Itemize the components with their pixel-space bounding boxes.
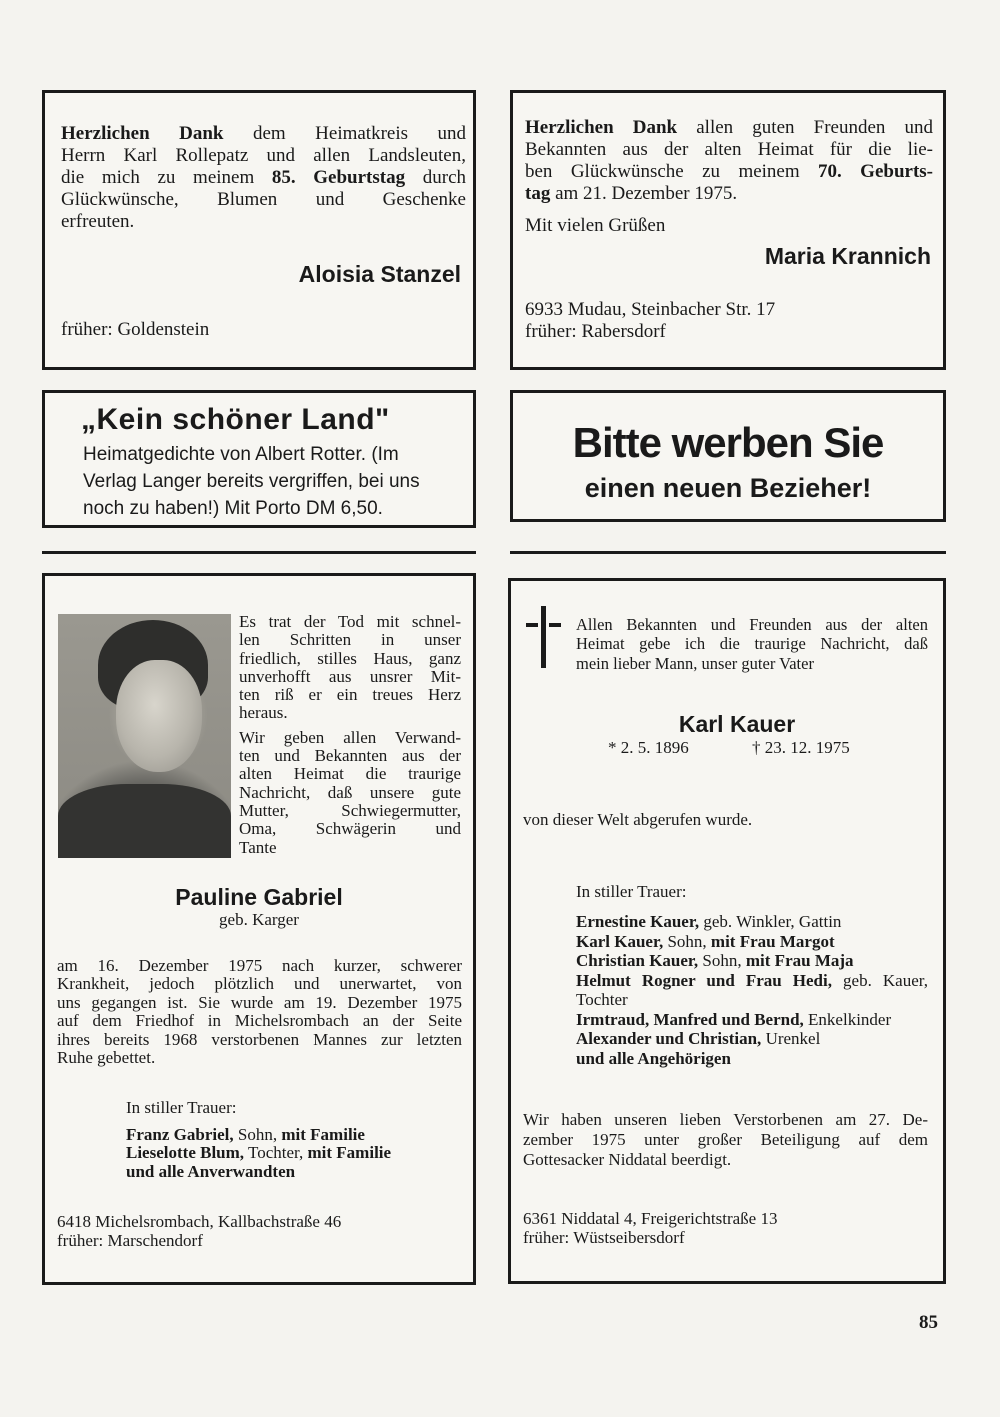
cross-icon (524, 606, 564, 668)
book-line-2: Verlag Langer bereits vergriffen, bei uns (83, 471, 420, 492)
stanzel-line-3: die mich zu meinem 85. Geburtstag durch (61, 167, 467, 188)
kauer-address: 6361 Niddatal 4, Freigerichtstraße 13 früher: Wüstseibersdorf (523, 1209, 778, 1247)
gabriel-mourners: Franz Gabriel, Sohn, mit Familie Lieselotte Blum, Tochter, mit Familie und alle Anverwandten (126, 1125, 392, 1181)
krannich-line-2: Bekannten aus der alten Heimat für die lie- (525, 139, 933, 160)
gabriel-name: Pauline Gabriel (175, 884, 343, 910)
krannich-line-4: tag am 21. Dezember 1975. (525, 183, 738, 204)
kauer-burial: Wir haben unseren lieben Verstorbenen am 27. De- zember 1975 unter großer Beteiligung auf dem Gottesacker Niddatal beerdigt. (523, 1110, 928, 1169)
gabriel-mourning: In stiller Trauer: (126, 1098, 237, 1117)
stanzel-line-1: Herzlichen Dank dem Heimatkreis und (61, 123, 466, 144)
gabriel-verse: Es trat der Tod mit schnel- len Schritten in unser friedlich, stilles Haus, ganz unverhofft aus unsrer Mit- ten riß er ein treues Herz heraus. Wir geben allen Verwand- ten und Bekannten aus der alten Heimat die traurige Nachricht, daß unsere gute Mutter, Schwiegermutter, Oma, Schwägerin und Tante (239, 612, 461, 857)
book-title: „Kein schöner Land" (81, 403, 390, 436)
kauer-died: † 23. 12. 1975 (752, 738, 850, 757)
thanks-ad-krannich (510, 90, 946, 370)
book-line-1: Heimatgedichte von Albert Rotter. (Im (83, 444, 399, 465)
book-ad (42, 390, 476, 528)
krannich-former: früher: Rabersdorf (525, 321, 666, 342)
subscriber-headline: Bitte werben Sie (572, 419, 884, 466)
subscriber-ad (510, 390, 946, 522)
stanzel-line-5: erfreuten. (61, 211, 135, 232)
krannich-line-1: Herzlichen Dank allen guten Freunden und (525, 117, 934, 138)
stanzel-line-4: Glückwünsche, Blumen und Geschenke (61, 189, 466, 210)
divider-right (510, 551, 946, 554)
krannich-address: 6933 Mudau, Steinbacher Str. 17 (525, 299, 776, 320)
kauer-called: von dieser Welt abgerufen wurde. (523, 810, 753, 829)
portrait-photo (58, 614, 231, 858)
kauer-mourning: In stiller Trauer: (576, 882, 687, 901)
krannich-name: Maria Krannich (764, 243, 931, 269)
kauer-name: Karl Kauer (678, 711, 796, 737)
krannich-greeting: Mit vielen Grüßen (525, 215, 666, 236)
book-line-3: noch zu haben!) Mit Porto DM 6,50. (83, 498, 383, 519)
kauer-intro: Allen Bekannten und Freunden aus der alten Heimat gebe ich die traurige Nachricht, daß mein lieber Mann, unser guter Vater (576, 615, 928, 673)
divider-left (42, 551, 476, 554)
stanzel-line-2: Herrn Karl Rollepatz und allen Landsleuten, (61, 145, 466, 166)
krannich-line-3: ben Glückwünsche zu meinem 70. Geburts- (525, 161, 934, 182)
stanzel-former: früher: Goldenstein (61, 319, 210, 340)
page-number: 85 (919, 1312, 938, 1333)
kauer-born: * 2. 5. 1896 (608, 738, 689, 757)
stanzel-name: Aloisia Stanzel (298, 261, 461, 287)
thanks-ad-stanzel (42, 90, 476, 370)
kauer-mourners: Ernestine Kauer, geb. Winkler, Gattin Karl Kauer, Sohn, mit Frau Margot Christian Kauer, Sohn, mit Frau Maja Helmut Rogner und Frau Hedi, geb. Kauer, Tochter Irmtraud, Manfred und Bernd, Enkelkinder Alexander und Christian, Urenkel und alle Angehörigen (576, 912, 928, 1068)
subscriber-subline: einen neuen Bezieher! (584, 473, 872, 503)
gabriel-born-name: geb. Karger (219, 910, 299, 929)
gabriel-address: 6418 Michelsrombach, Kallbachstraße 46 früher: Marschendorf (57, 1212, 342, 1250)
gabriel-body: am 16. Dezember 1975 nach kurzer, schwerer Krankheit, jedoch plötzlich und unerwartet, von uns gegangen ist. Sie wurde am 19. Dezember 1975 auf dem Friedhof in Michelsrombach an der Seite ihres bereits 1968 verstorbenen Mannes zur letzten Ruhe gebettet. (57, 956, 462, 1068)
